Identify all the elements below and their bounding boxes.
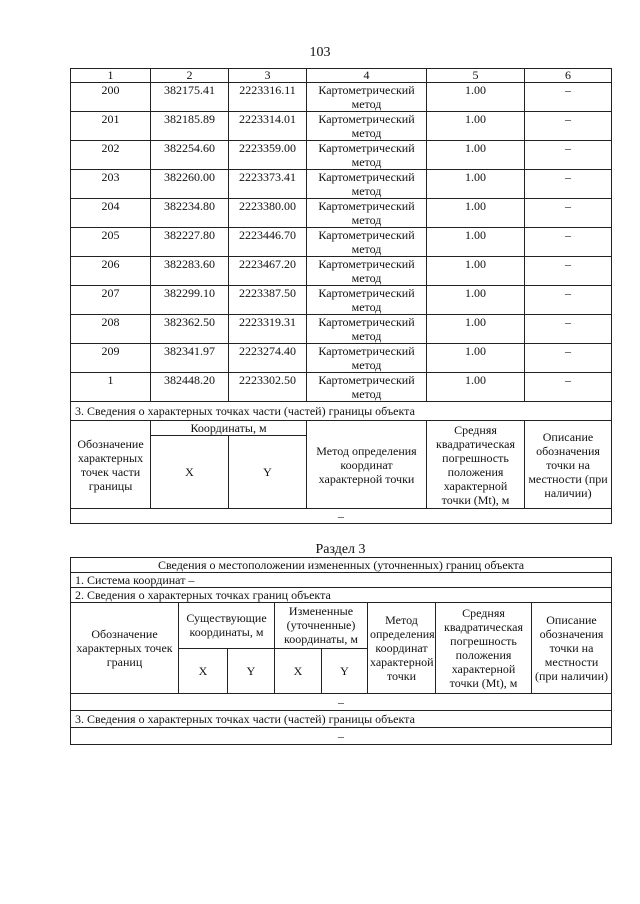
- y-coordinate: 2223359.00: [229, 141, 307, 170]
- x-coordinate: 382362.50: [151, 315, 229, 344]
- accuracy: 1.00: [427, 141, 525, 170]
- points-title: 2. Сведения о характерных точках границ объекта: [71, 588, 612, 603]
- point-number: 200: [71, 83, 151, 112]
- table-row: [71, 141, 612, 170]
- accuracy-header: Средняя квадратическая погрешность положения характерной точки (Mt), м: [436, 603, 532, 694]
- x-coordinate: 382260.00: [151, 170, 229, 199]
- x-coordinate: 382227.80: [151, 228, 229, 257]
- y-coordinate: 2223387.50: [229, 286, 307, 315]
- table-row: [71, 112, 612, 141]
- description: –: [525, 83, 612, 112]
- x-coordinate: 382283.60: [151, 257, 229, 286]
- description: –: [525, 257, 612, 286]
- x-coordinate: 382185.89: [151, 112, 229, 141]
- y-header: Y: [229, 436, 307, 509]
- y-coordinate: 2223446.70: [229, 228, 307, 257]
- empty-row: [71, 694, 612, 711]
- empty-dash: –: [71, 509, 612, 524]
- table-row: [71, 286, 612, 315]
- point-number: 209: [71, 344, 151, 373]
- y-coordinate: 2223314.01: [229, 112, 307, 141]
- existing-coords-header: Существующие координаты, м: [179, 603, 275, 649]
- page-number: 103: [309, 45, 331, 60]
- point-number: 207: [71, 286, 151, 315]
- y-coordinate: 2223380.00: [229, 199, 307, 228]
- designation-header: Обозначение характерных точек части границы: [71, 421, 151, 509]
- column-number: 6: [525, 69, 612, 83]
- table-title-row: [71, 558, 612, 573]
- section3-title: 3. Сведения о характерных точках части (частей) границы объекта: [71, 711, 612, 728]
- description: –: [525, 170, 612, 199]
- accuracy: 1.00: [427, 228, 525, 257]
- section-heading: Раздел 3: [315, 542, 366, 557]
- table-row: [71, 315, 612, 344]
- method-header: Метод определения координат характерной точки: [368, 603, 436, 694]
- x-coordinate: 382299.10: [151, 286, 229, 315]
- description-header: Описание обозначения точки на местности (при наличии): [532, 603, 612, 694]
- accuracy: 1.00: [427, 315, 525, 344]
- accuracy: 1.00: [427, 286, 525, 315]
- column-number: 2: [151, 69, 229, 83]
- method: Картометрический метод: [307, 286, 427, 315]
- empty-row: [71, 509, 612, 524]
- x-existing-header: X: [179, 648, 228, 694]
- description: –: [525, 141, 612, 170]
- empty-row: [71, 728, 612, 745]
- method: Картометрический метод: [307, 315, 427, 344]
- column-number: 1: [71, 69, 151, 83]
- point-number: 201: [71, 112, 151, 141]
- accuracy: 1.00: [427, 112, 525, 141]
- empty-dash: –: [71, 728, 612, 745]
- description: –: [525, 373, 612, 402]
- x-coordinate: 382341.97: [151, 344, 229, 373]
- coord-system: 1. Система координат –: [71, 573, 612, 588]
- x-coordinate: 382254.60: [151, 141, 229, 170]
- section3-title: 3. Сведения о характерных точках части (частей) границы объекта: [71, 402, 612, 421]
- accuracy: 1.00: [427, 257, 525, 286]
- table-row: [71, 228, 612, 257]
- description: –: [525, 344, 612, 373]
- x-coordinate: 382448.20: [151, 373, 229, 402]
- accuracy: 1.00: [427, 344, 525, 373]
- y-coordinate: 2223274.40: [229, 344, 307, 373]
- column-number: 3: [229, 69, 307, 83]
- accuracy: 1.00: [427, 199, 525, 228]
- table-row: [71, 373, 612, 402]
- description: –: [525, 286, 612, 315]
- table-row: [71, 344, 612, 373]
- table-row: [71, 199, 612, 228]
- boundary-header-row: [71, 603, 612, 649]
- part-points-header-row: [71, 421, 612, 436]
- description: –: [525, 228, 612, 257]
- description-header: Описание обозначения точки на местности (при наличии): [525, 421, 612, 509]
- description: –: [525, 112, 612, 141]
- coord-system-row: [71, 573, 612, 588]
- method: Картометрический метод: [307, 83, 427, 112]
- method: Картометрический метод: [307, 112, 427, 141]
- y-changed-header: Y: [322, 648, 368, 694]
- accuracy: 1.00: [427, 373, 525, 402]
- section3-row: [71, 711, 612, 728]
- method: Картометрический метод: [307, 199, 427, 228]
- table-title: Сведения о местоположении измененных (уточненных) границ объекта: [71, 558, 612, 573]
- x-coordinate: 382175.41: [151, 83, 229, 112]
- point-number: 1: [71, 373, 151, 402]
- coordinates-header: Координаты, м: [151, 421, 307, 436]
- points-title-row: [71, 588, 612, 603]
- table-row: [71, 257, 612, 286]
- method: Картометрический метод: [307, 344, 427, 373]
- accuracy: 1.00: [427, 83, 525, 112]
- description: –: [525, 199, 612, 228]
- point-number: 206: [71, 257, 151, 286]
- x-changed-header: X: [275, 648, 322, 694]
- y-coordinate: 2223467.20: [229, 257, 307, 286]
- column-number: 5: [427, 69, 525, 83]
- method: Картометрический метод: [307, 141, 427, 170]
- empty-dash: –: [71, 694, 612, 711]
- coordinates-table: [70, 68, 612, 524]
- changed-boundaries-table: [70, 557, 612, 745]
- y-coordinate: 2223319.31: [229, 315, 307, 344]
- method: Картометрический метод: [307, 228, 427, 257]
- y-coordinate: 2223316.11: [229, 83, 307, 112]
- point-number: 204: [71, 199, 151, 228]
- point-number: 205: [71, 228, 151, 257]
- accuracy: 1.00: [427, 170, 525, 199]
- description: –: [525, 315, 612, 344]
- column-number: 4: [307, 69, 427, 83]
- accuracy-header: Средняя квадратическая погрешность положения характерной точки (Mt), м: [427, 421, 525, 509]
- table-row: [71, 170, 612, 199]
- section3-row: [71, 402, 612, 421]
- x-header: X: [151, 436, 229, 509]
- method: Картометрический метод: [307, 257, 427, 286]
- y-coordinate: 2223373.41: [229, 170, 307, 199]
- method: Картометрический метод: [307, 170, 427, 199]
- changed-coords-header: Измененные (уточненные) координаты, м: [275, 603, 368, 649]
- point-number: 203: [71, 170, 151, 199]
- designation-header: Обозначение характерных точек границ: [71, 603, 179, 694]
- column-number-row: [71, 69, 612, 83]
- y-existing-header: Y: [228, 648, 275, 694]
- point-number: 208: [71, 315, 151, 344]
- method: Картометрический метод: [307, 373, 427, 402]
- x-coordinate: 382234.80: [151, 199, 229, 228]
- method-header: Метод определения координат характерной точки: [307, 421, 427, 509]
- point-number: 202: [71, 141, 151, 170]
- table-row: [71, 83, 612, 112]
- y-coordinate: 2223302.50: [229, 373, 307, 402]
